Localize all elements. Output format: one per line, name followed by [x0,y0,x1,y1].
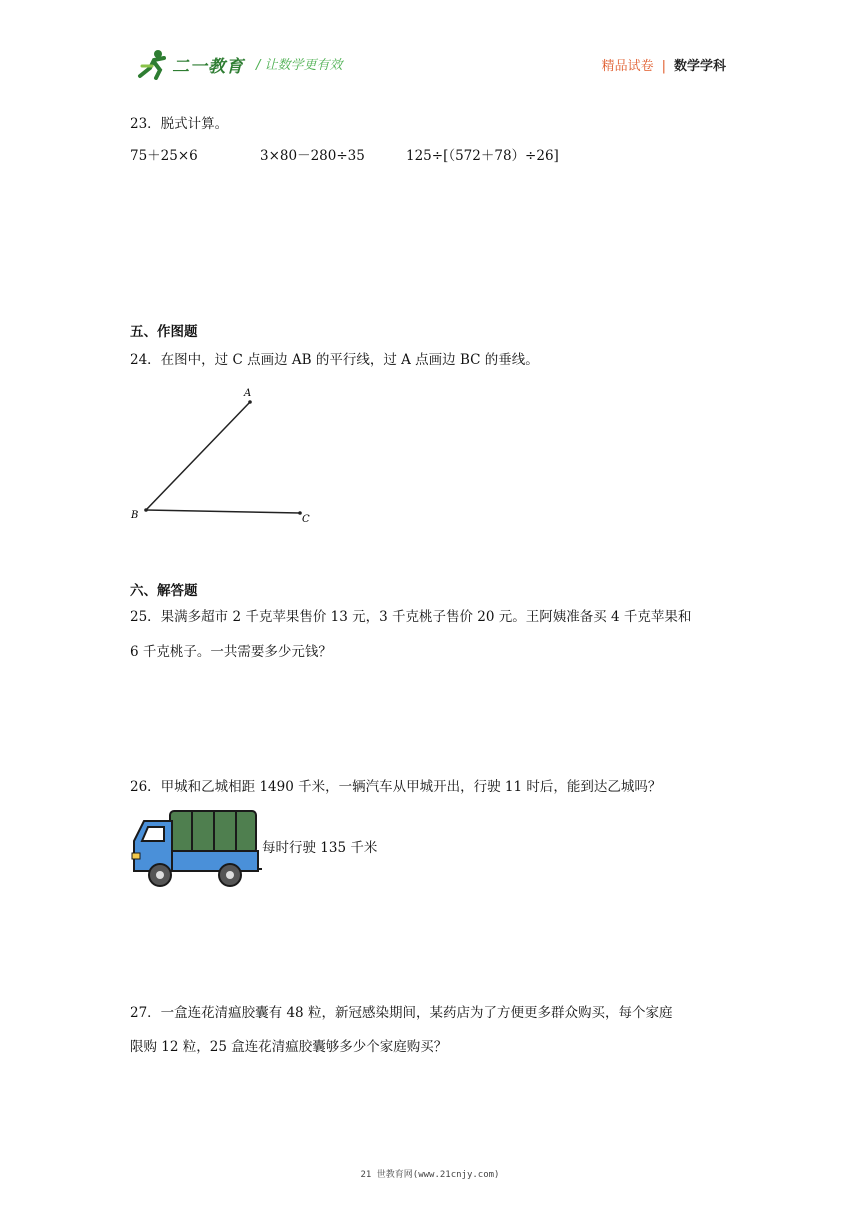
point-a [248,400,252,404]
q24-text: 24．在图中，过 C 点画边 AB 的平行线，过 A 点画边 BC 的垂线。 [130,352,539,368]
angle-figure [128,380,328,530]
truck-speed-label: 每时行驶 135 千米 [262,840,378,856]
segment-bc [146,510,300,513]
section-5-heading: 五、作图题 [130,324,198,340]
q27-line-1: 27．一盒连花清瘟胶囊有 48 粒，新冠感染期间，某药店为了方便更多群众购买，每个家庭 [130,1005,673,1021]
header-label-right: 数学学科 [673,59,726,74]
header-labels [602,55,726,74]
header-label-left: 精品试卷 [601,59,654,74]
q26-text: 26．甲城和乙城相距 1490 千米，一辆汽车从甲城开出，行驶 11 时后，能到达乙城吗？ [130,779,662,795]
q23-expr-2: 3×80－280÷35 [260,148,365,164]
label-c: C [302,514,310,525]
q25-line-2: 6 千克桃子。一共需要多少元钱？ [130,644,332,660]
brand-logo [136,48,376,82]
q23-title: 23．脱式计算。 [130,116,229,132]
footer-text: 21 世教育网(www.21cnjy.com) [360,1170,500,1180]
q25-line-1: 25．果满多超市 2 千克苹果售价 13 元，3 千克桃子售价 20 元。王阿姨准备买 4 千克苹果和 [130,609,692,625]
point-b [144,508,148,512]
logo-text: 二一教育 [172,57,244,77]
slogan: / 让数学更有效 [256,58,343,73]
segment-ab [146,402,250,510]
label-b: B [131,510,139,521]
q27-line-2: 限购 12 粒，25 盒连花清瘟胶囊够多少个家庭购买？ [130,1039,448,1055]
q23-expr-1: 75＋25×6 [130,148,198,164]
section-6-heading: 六、解答题 [130,583,198,599]
header-separator: | [661,59,666,74]
truck-icon [130,805,264,891]
runner-logo-icon [136,48,172,80]
label-a: A [244,388,252,399]
q23-expr-3: 125÷[（572＋78）÷26] [406,148,559,164]
